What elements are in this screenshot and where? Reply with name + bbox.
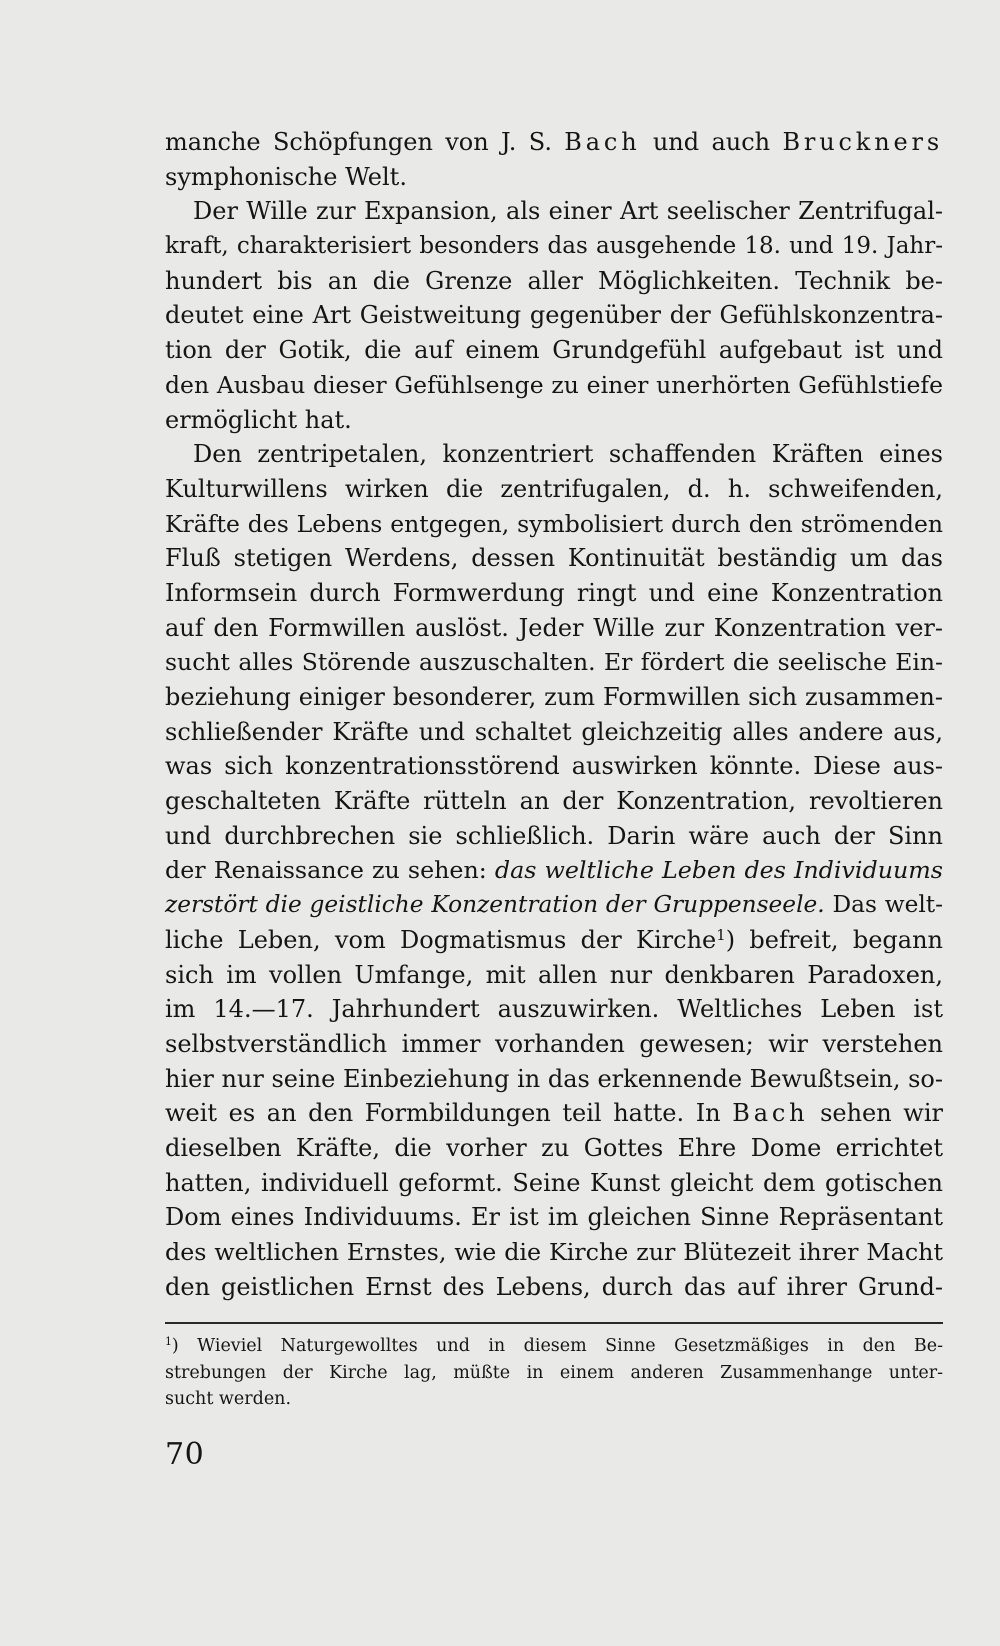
footnote-divider [165,1322,943,1324]
footnote-line: $^1$) Wieviel Naturgewolltes und in diesem Sinne Gesetzmäßiges in den Be- [165,1335,943,1356]
footnote-line: strebungen der Kirche lag, müßte in einem anderen Zusammenhange unter- [165,1362,943,1383]
text-line: beziehung einiger besonderer, zum Formwillen sich zusammen- [165,683,943,711]
italic-emphasis: das weltliche Leben des Individuums [494,856,943,885]
italic-emphasis: zerstört die geistliche Konzentration der Gruppenseele. [165,891,825,919]
text-line: dieselben Kräfte, die vorher zu Gottes Ehre Dome errichtet [165,1133,943,1162]
paragraph-start: Der Wille zur Expansion, als einer Art seelischer Zentrifugal- [193,197,943,226]
text-line: was sich konzentrationsstörend auswirken könnte. Diese aus- [165,752,943,781]
text-line: symphonische Welt. [165,162,407,191]
text-line: selbstverständlich immer vorhanden gewesen; wir verstehen [165,1029,943,1058]
text-line: hier nur seine Einbeziehung in das erkennende Bewußtsein, so- [165,1064,943,1093]
page-number: 70 [165,1437,205,1472]
text-line: der Renaissance zu sehen: das weltliche Leben des Individuums [165,856,943,885]
text-line: und durchbrechen sie schließlich. Darin wäre auch der Sinn [165,821,943,850]
text-line: manche Schöpfungen von J. S. Bach und auch Bruckners [165,128,943,156]
text-line: zerstört die geistliche Konzentration der Gruppenseele. Das welt- [165,891,943,919]
text-line: des weltlichen Ernstes, wie die Kirche zur Blütezeit ihrer Macht [165,1238,943,1266]
text-line: tion der Gotik, die auf einem Grundgefühl aufgebaut ist und [165,336,943,365]
text-line: Kräfte des Lebens entgegen, symbolisiert durch den strömenden [165,509,943,538]
text-line: den Ausbau dieser Gefühlsenge zu einer unerhörten Gefühlstiefe [165,370,943,399]
text-line: sucht alles Störende auszuschalten. Er fördert die seelische Ein- [165,648,943,677]
text-line: kraft, charakterisiert besonders das ausgehende 18. und 19. Jahr- [165,233,943,260]
paragraph-start: Den zentripetalen, konzentriert schaffenden Kräften eines [193,440,943,469]
text-line: deutet eine Art Geistweitung gegenüber der Gefühlskonzentra- [165,301,943,330]
footnote-reference: 1 [716,925,726,944]
text-line: den geistlichen Ernst des Lebens, durch das auf ihrer Grund- [165,1272,943,1301]
text-line: hatten, individuell geformt. Seine Kunst gleicht dem gotischen [165,1168,943,1197]
footnote [165,1333,943,1413]
text-line: Informsein durch Formwerdung ringt und eine Konzentration [165,578,943,607]
footnote-line: sucht werden. [165,1389,292,1409]
footnote-marker: 1 [165,1335,172,1349]
text-line: weit es an den Formbildungen teil hatte. In Bach sehen wir [165,1099,943,1128]
text-line: im 14.—17. Jahrhundert auszuwirken. Weltliches Leben ist [165,995,943,1024]
text-line: sich im vollen Umfange, mit allen nur denkbaren Paradoxen, [165,960,943,989]
text-line: geschalteten Kräfte rütteln an der Konzentration, revoltieren [165,787,943,816]
text-line: auf den Formwillen auslöst. Jeder Wille zur Konzentration ver- [165,613,943,642]
text-line: Dom eines Individuums. Er ist im gleichen Sinne Repräsentant [165,1203,943,1232]
text-line: liche Leben, vom Dogmatismus der Kirche$^1$) befreit, begann [165,925,943,954]
text-line: Fluß stetigen Werdens, dessen Kontinuität beständig um das [165,544,943,573]
text-line: hundert bis an die Grenze aller Möglichkeiten. Technik be- [165,266,943,295]
text-line: schließender Kräfte und schaltet gleichzeitig alles andere aus, [165,717,943,746]
text-line: ermöglicht hat. [165,405,352,434]
body-text [165,125,943,1304]
text-line: Kulturwillens wirken die zentrifugalen, d. h. schweifenden, [165,474,943,503]
